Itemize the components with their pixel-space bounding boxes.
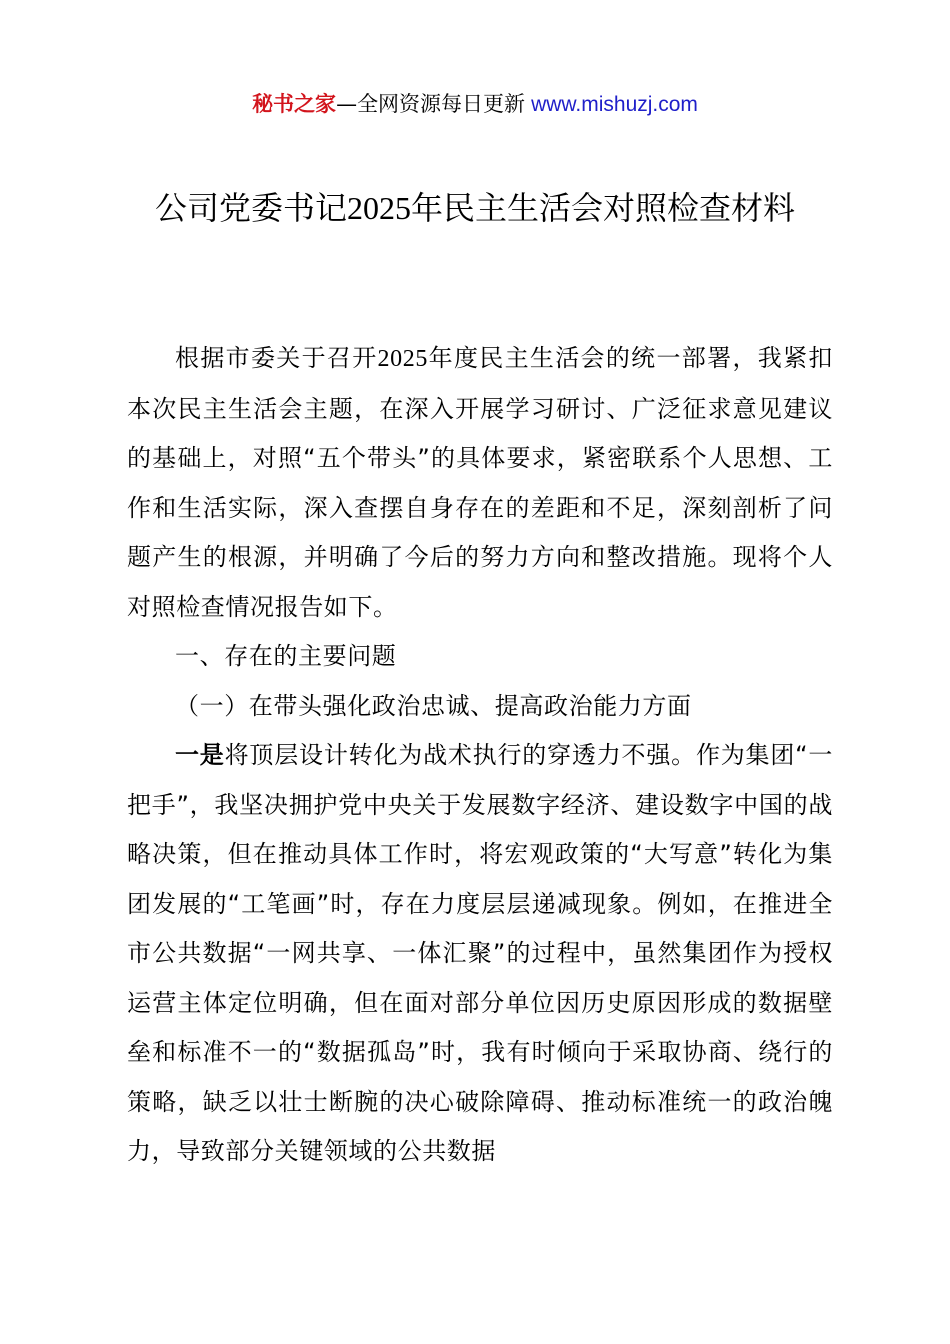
site-url-link[interactable]: www.mishuzj.com: [531, 93, 698, 116]
subsection-heading-1: （一）在带头强化政治忠诚、提高政治能力方面: [175, 691, 692, 720]
title-year: 2025: [347, 190, 411, 226]
point-paragraph-1: [127, 731, 833, 1177]
section-heading-1: 一、存在的主要问题: [175, 642, 397, 670]
document-body: [127, 334, 833, 1177]
intro-paragraph: [127, 334, 833, 632]
title-part-1: 公司党委书记: [154, 189, 347, 227]
site-tagline: —全网资源每日更新: [336, 92, 526, 116]
title-part-2: 年民主生活会对照检查材料: [411, 189, 796, 227]
site-header: [0, 88, 950, 121]
intro-year: 2025: [377, 346, 428, 372]
point-lead: 一是: [175, 741, 225, 769]
intro-text-a: 根据市委关于召开: [175, 344, 378, 372]
brand-name: 秘书之家: [252, 92, 337, 116]
intro-text-b: 年度民主生活会的统一部署，我紧扣本次民主生活会主题，在深入开展学习研讨、广泛征求意见建议的基础上，对照“五个带头”的具体要求，紧密联系个人思想、工作和生活实际，深入查摆自身存在的差距和不足，深刻剖析了问题产生的根源，并明确了今后的努力方向和整改措施。现将个人对照检查情况报告如下。: [127, 344, 833, 621]
point-text: 将顶层设计转化为战术执行的穿透力不强。作为集团“一把手”，我坚决拥护党中央关于发展数字经济、建设数字中国的战略决策，但在推动具体工作时，将宏观政策的“大写意”转化为集团发展的“工笔画”时，存在力度层层递减现象。例如，在推进全市公共数据“一网共享、一体汇聚”的过程中，虽然集团作为授权运营主体定位明确，但在面对部分单位因历史原因形成的数据壁垒和标准不一的“数据孤岛”时，我有时倾向于采取协商、绕行的策略，缺乏以壮士断腕的决心破除障碍、推动标准统一的政治魄力，导致部分关键领域的公共数据: [127, 741, 834, 1165]
document-title: [100, 186, 850, 230]
